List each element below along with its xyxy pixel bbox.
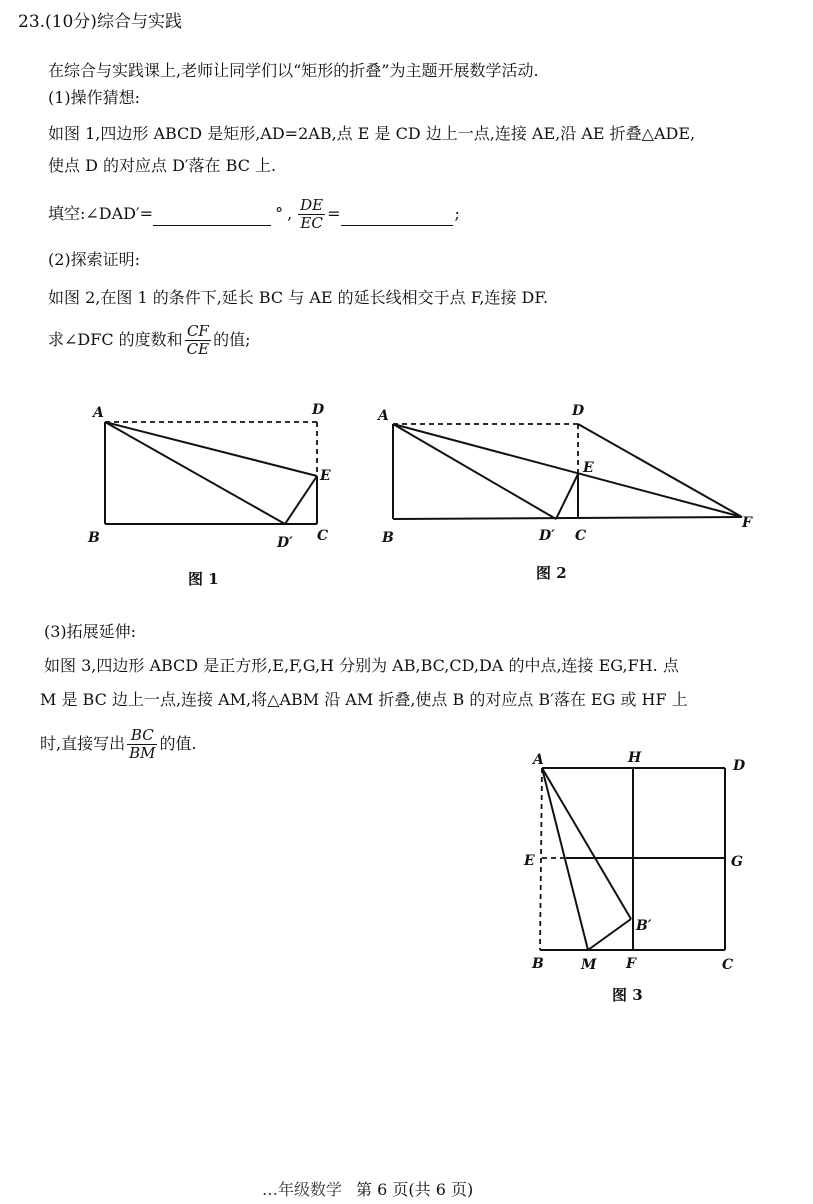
fig3-label-bp: B′: [636, 918, 652, 934]
intro-text: 在综合与实践课上,老师让同学们以“矩形的折叠”为主题开展数学活动.: [48, 61, 539, 80]
fig2-label-c: C: [575, 528, 587, 544]
fig2-label-e: E: [583, 460, 594, 476]
fig3-caption: 图 3: [612, 986, 643, 1004]
fig3-label-c: C: [722, 957, 734, 973]
part1-line2: 使点 D 的对应点 D′落在 BC 上.: [48, 156, 277, 175]
part3-ask-suffix: 的值.: [159, 734, 197, 753]
part3-line1: 如图 3,四边形 ABCD 是正方形,E,F,G,H 分别为 AB,BC,CD,DA 的中点,连接 EG,FH. 点: [44, 656, 679, 675]
fig1-label-a: A: [93, 405, 104, 421]
fig3-dashed-ab: [540, 768, 542, 950]
degree-symbol: °: [275, 204, 284, 223]
fig1-caption: 图 1: [188, 570, 219, 588]
fig3-label-e: E: [524, 853, 535, 869]
fig2-label-f: F: [742, 515, 752, 531]
question-number: 23.: [18, 12, 46, 32]
fig3-line-abp: [542, 768, 631, 919]
fig1-label-dp: D′: [277, 535, 293, 551]
fig3-label-a: A: [533, 752, 544, 768]
part3-ask-prefix: 时,直接写出: [40, 734, 126, 753]
fig2-label-a: A: [378, 408, 389, 424]
part2-ask-prefix: 求∠DFC 的度数和: [48, 330, 183, 349]
semicolon: ;: [454, 204, 460, 223]
fig2-label-d: D: [572, 403, 585, 419]
fig2-caption: 图 2: [536, 564, 567, 582]
question-score: (10分): [45, 12, 97, 32]
fig3-label-h: H: [628, 750, 642, 766]
fraction-numerator: DE: [300, 195, 324, 214]
part1-fill-prefix: 填空:∠DAD′=: [48, 204, 154, 223]
fig2-label-dp: D′: [539, 528, 555, 544]
comma: ,: [287, 204, 293, 223]
fig3-label-f: F: [626, 956, 636, 972]
footer-left: …年级数学: [262, 1180, 343, 1199]
part3-heading: (3)拓展延伸:: [44, 622, 137, 641]
footer-page-number: 第 6 页(共 6 页): [356, 1180, 474, 1199]
page-footer: [262, 1180, 473, 1200]
fig1-label-c: C: [317, 528, 329, 544]
part1-heading: (1)操作猜想:: [48, 88, 141, 107]
part1-line1: 如图 1,四边形 ABCD 是矩形,AD=2AB,点 E 是 CD 边上一点,连接 AE,沿 AE 折叠△ADE,: [48, 124, 696, 143]
equals-sign: =: [327, 204, 341, 223]
fig1-label-e: E: [320, 468, 331, 484]
part2-ask-suffix: 的值;: [213, 330, 251, 349]
part2-line1: 如图 2,在图 1 的条件下,延长 BC 与 AE 的延长线相交于点 F,连接 DF.: [48, 288, 549, 307]
fig3-label-b: B: [532, 956, 544, 972]
section-title: 综合与实践: [96, 12, 182, 32]
fig3-label-d: D: [733, 758, 746, 774]
fraction-numerator: CF: [185, 323, 211, 341]
fraction-numerator: BC: [127, 727, 157, 745]
fraction-denominator: EC: [300, 213, 323, 232]
fig3-label-m: M: [581, 957, 597, 973]
fig2-label-b: B: [382, 530, 394, 546]
fig3-line-mbp: [588, 919, 631, 950]
fraction-denominator: BM: [129, 743, 156, 762]
fig1-label-b: B: [88, 530, 100, 546]
fraction-denominator: CE: [186, 339, 210, 358]
part2-heading: (2)探索证明:: [48, 250, 141, 269]
fig1-label-d: D: [312, 402, 325, 418]
part3-line2: M 是 BC 边上一点,连接 AM,将△ABM 沿 AM 折叠,使点 B 的对应点 B′落在 EG 或 HF 上: [40, 690, 688, 709]
fig3-label-g: G: [731, 854, 743, 870]
